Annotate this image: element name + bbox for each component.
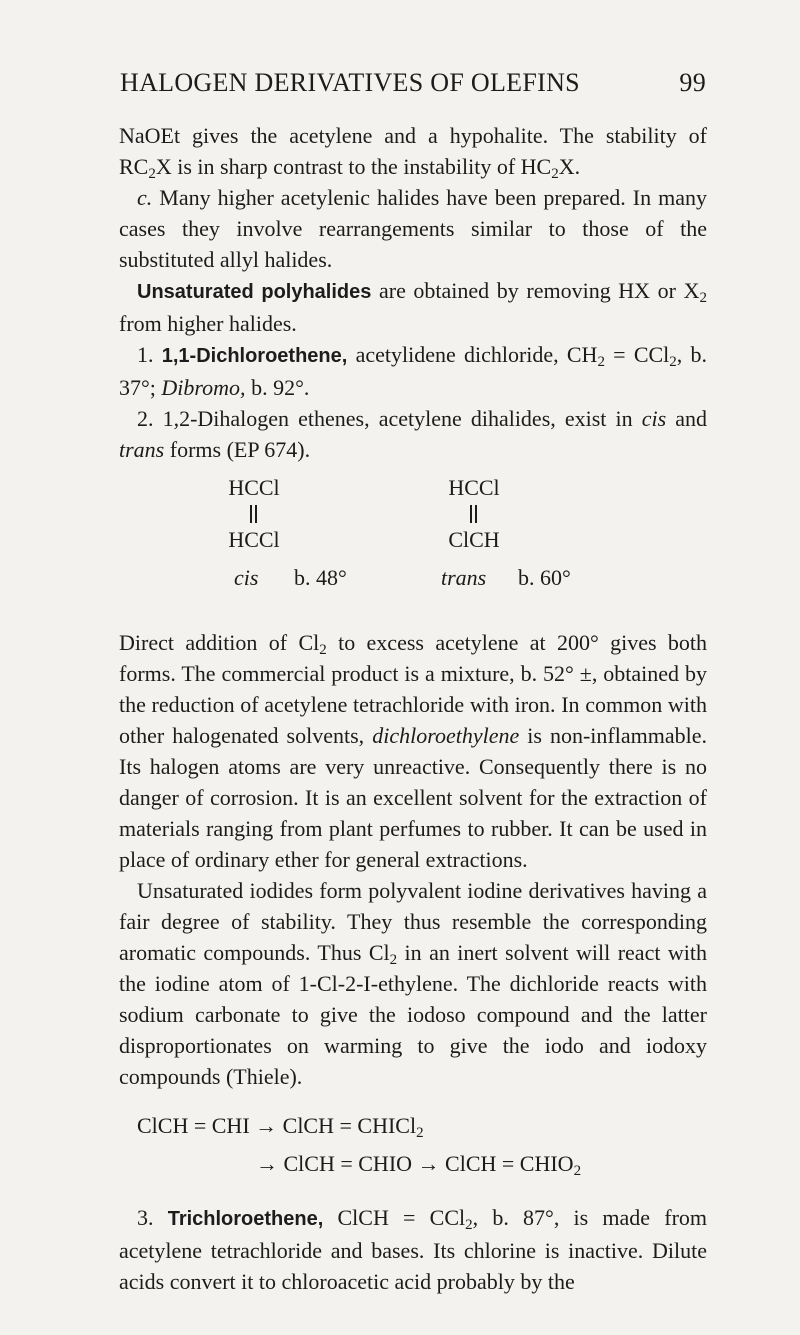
trans-top-group: HCCl <box>448 475 500 500</box>
paragraph-7: Unsaturated iodides form polyvalent iodine derivatives having a fair degree of stability. They thus resemble the corresponding aromatic compounds. Thus $Cl_2$ in an inert solvent will react with the iodine atom of 1-Cl-2-I-ethylene. The dichloride reacts with sodium carbonate to give the iodoso compound and the latter disproportionates on warming to give the iodo and iodoxy compounds (Thiele). <box>119 878 707 1089</box>
cis-label: cis <box>234 565 259 590</box>
double-bond <box>419 503 529 525</box>
paragraph-4: 1. 1,1-Dichloroethene, acetylidene dichloride, $CH_2 = CCl_2$, b. 37°; Dibromo, b. 92°. <box>119 342 708 400</box>
paragraph-1: NaOEt gives the acetylene and a hypohalite. The stability of $RC_2X$ is in sharp contrast to the instability of $HC_2X$. <box>119 123 707 182</box>
paragraph-5: 2. 1,2-Dihalogen ethenes, acetylene dihalides, exist in cis and trans forms (EP 674). <box>119 406 708 462</box>
paragraph-6: Direct addition of $Cl_2$ to excess acetylene at 200° gives both forms. The commercial product is a mixture, b. 52° ±, obtained by the reduction of acetylene tetrachloride with iron. In common with other halogenated solvents, dichloroethylene is non-inflammable. Its halogen atoms are very unreactive. Consequently there is no danger of corrosion. It is an excellent solvent for the extraction of materials ranging from plant perfumes to rubber. It can be used in place of ordinary ether for general extractions. <box>119 630 707 872</box>
cis-structure <box>199 473 309 555</box>
equation-line-1: ClCH = CHI → ClCH = CHICl$_2$ <box>137 1113 424 1141</box>
cis-boiling-point: b. 48° <box>294 565 347 590</box>
trans-boiling-point: b. 60° <box>518 565 571 590</box>
trans-bottom-group: ClCH <box>448 527 500 552</box>
trans-structure <box>419 473 529 555</box>
paragraph-3: Unsaturated polyhalides are obtained by removing HX or $X_2$ from higher halides. <box>119 278 707 336</box>
paragraph-8: 3. Trichloroethene, ClCH = CCl$_2$, b. 87°, is made from acetylene tetrachloride and bases. Its chlorine is inactive. Dilute acids convert it to chloroacetic acid probably by the <box>119 1205 708 1294</box>
running-head-title: HALOGEN DERIVATIVES OF OLEFINS <box>120 68 580 97</box>
paragraph-2: c. Many higher acetylenic halides have been prepared. In many cases they involve rearrangements similar to those of the substituted allyl halides. <box>119 185 707 272</box>
reaction-equation <box>119 1110 707 1188</box>
page-number: 99 <box>679 68 706 97</box>
structural-formula-block <box>119 473 707 621</box>
cis-bottom-group: HCCl <box>228 527 280 552</box>
trans-label: trans <box>441 565 487 590</box>
double-bond <box>199 503 309 525</box>
cis-top-group: HCCl <box>228 475 280 500</box>
compound-name: 1,1-Dichloroethene, <box>161 345 348 367</box>
body-text <box>119 120 707 1297</box>
section-heading: Unsaturated polyhalides <box>137 281 372 303</box>
equation-line-2: → ClCH = CHIO → ClCH = $CHIO_2$ <box>256 1151 582 1179</box>
compound-name: Trichloroethene, <box>167 1208 324 1230</box>
